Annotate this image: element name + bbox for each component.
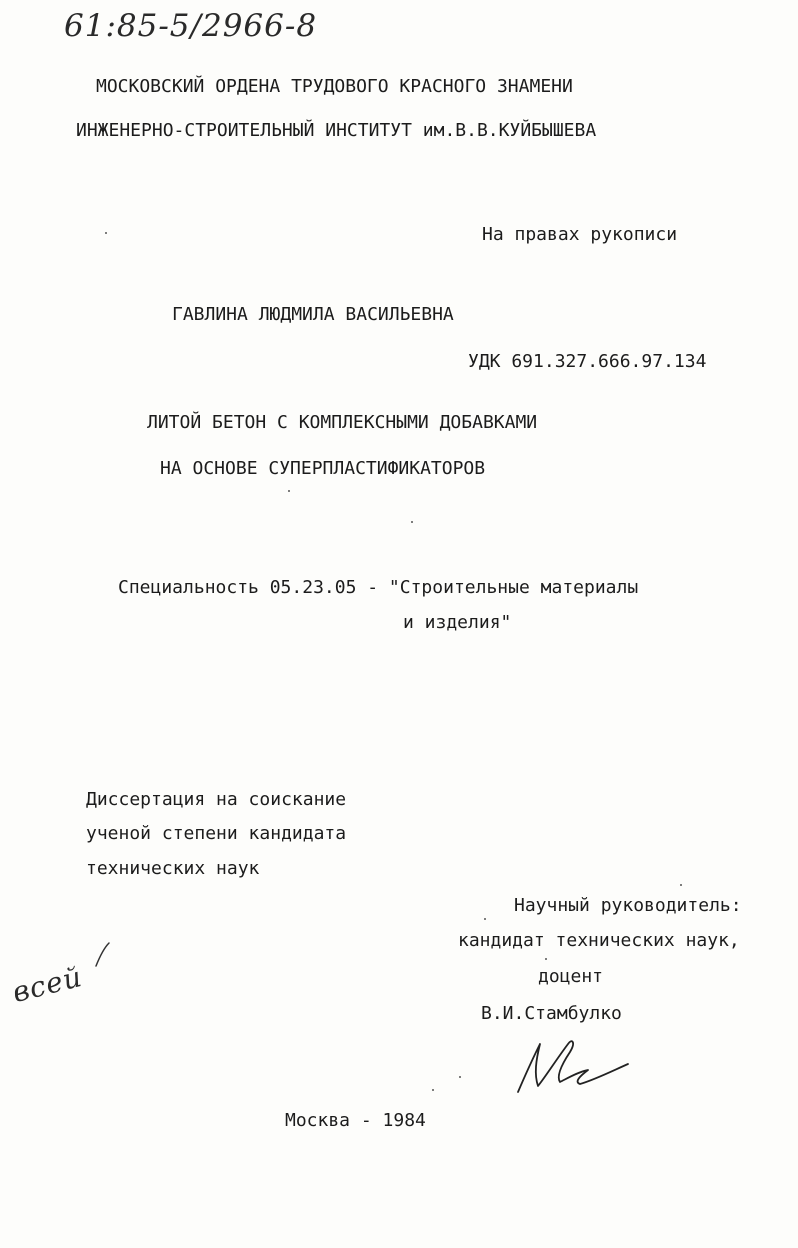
paper-speck — [432, 1089, 434, 1091]
paper-speck — [105, 232, 107, 234]
paper-speck — [545, 958, 547, 960]
supervisor-label: Научный руководитель: — [514, 895, 742, 916]
supervisor-signature — [510, 1030, 640, 1100]
rights-note: На правах рукописи — [482, 224, 678, 245]
title-line-1: ЛИТОЙ БЕТОН С КОМПЛЕКСНЫМИ ДОБАВКАМИ — [147, 412, 538, 433]
specialty-line-1: Специальность 05.23.05 - "Строительные материалы — [118, 577, 639, 598]
udc-code: УДК 691.327.666.97.134 — [468, 351, 707, 372]
place-year: Москва - 1984 — [285, 1110, 426, 1131]
dissertation-line-3: технических наук — [86, 858, 260, 879]
institute-line-2: ИНЖЕНЕРНО-СТРОИТЕЛЬНЫЙ ИНСТИТУТ им.В.В.КУЙБЫШЕВА — [76, 120, 597, 141]
supervisor-rank: доцент — [538, 966, 604, 987]
paper-speck — [288, 490, 290, 492]
title-line-2: НА ОСНОВЕ СУПЕРПЛАСТИФИКАТОРОВ — [160, 458, 486, 479]
author-name: ГАВЛИНА ЛЮДМИЛА ВАСИЛЬЕВНА — [172, 304, 454, 325]
archive-code: 61:85-5/2966-8 — [64, 8, 318, 44]
dissertation-line-2: ученой степени кандидата — [86, 823, 347, 844]
dissertation-line-1: Диссертация на соискание — [86, 789, 347, 810]
supervisor-name: В.И.Стамбулко — [481, 1003, 622, 1024]
supervisor-degree: кандидат технических наук, — [458, 930, 740, 951]
handwritten-stroke-mark — [92, 940, 112, 970]
paper-speck — [484, 918, 486, 920]
handwritten-note: всей — [9, 959, 86, 1010]
institute-line-1: МОСКОВСКИЙ ОРДЕНА ТРУДОВОГО КРАСНОГО ЗНАМЕНИ — [96, 76, 573, 97]
paper-speck — [411, 521, 413, 523]
paper-speck — [459, 1076, 461, 1078]
specialty-line-2: и изделия" — [403, 612, 512, 633]
paper-speck — [680, 884, 682, 886]
